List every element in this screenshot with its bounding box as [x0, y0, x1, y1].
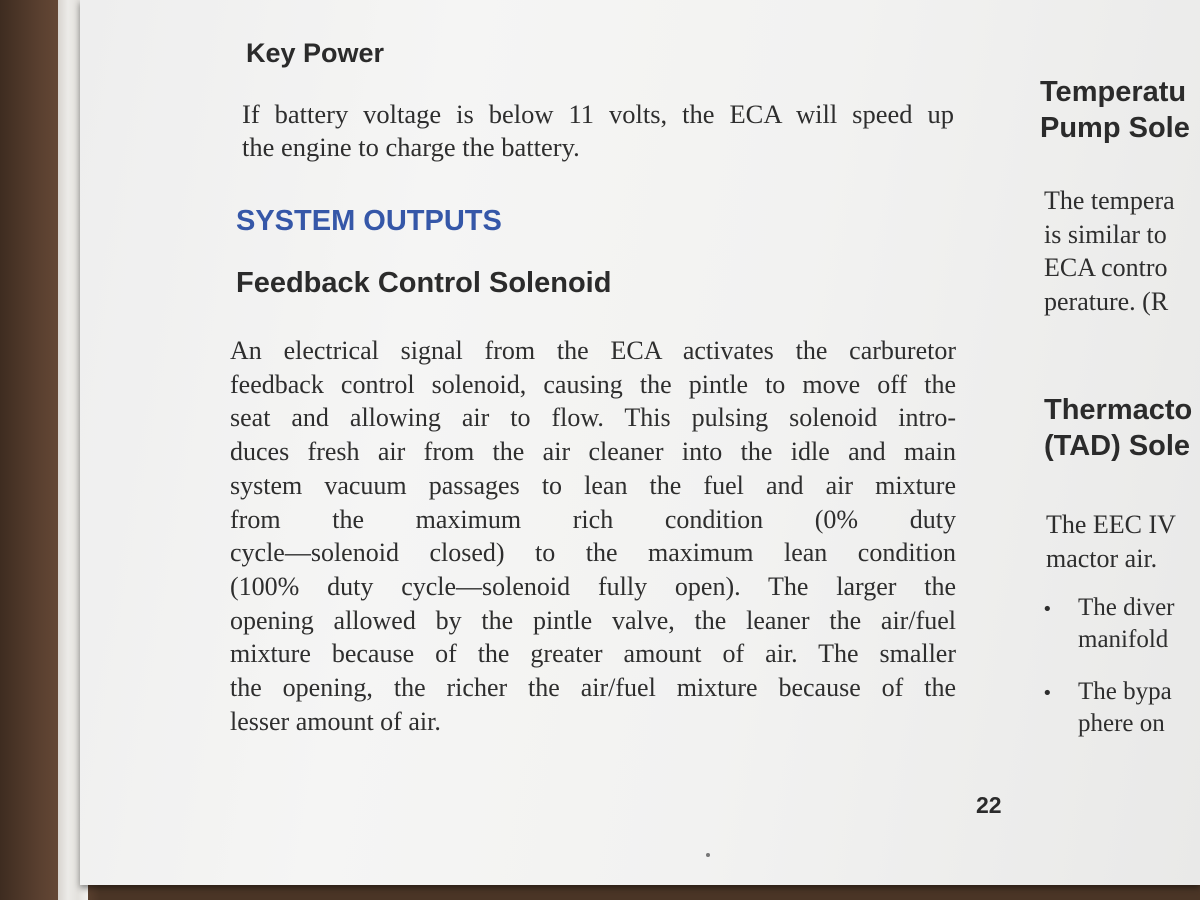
page-number: 22	[976, 792, 1002, 818]
text-line: opening allowed by the pintle valve, the leaner the air/fuel	[230, 605, 956, 635]
text-line: The EEC IV	[1046, 510, 1176, 539]
text-line: An electrical signal from the ECA activates the carburetor	[230, 336, 956, 365]
key-power-paragraph	[242, 98, 954, 164]
text-line: the engine to charge the battery.	[242, 132, 580, 162]
text-line: The diver	[1078, 594, 1175, 621]
bullet-item	[1042, 676, 1172, 740]
text-line: The bypa	[1078, 678, 1172, 705]
text-line: perature. (R	[1044, 286, 1169, 316]
text-line: ECA contro	[1044, 253, 1168, 282]
temperature-paragraph	[1044, 184, 1200, 318]
text-line: If battery voltage is below 11 volts, the ECA will speed up	[242, 99, 954, 129]
heading-line: Thermacto	[1044, 394, 1193, 426]
bullet-icon: •	[1042, 599, 1053, 620]
thermactor-heading	[1044, 392, 1192, 464]
temperature-pump-heading	[1040, 74, 1190, 146]
system-outputs-heading: SYSTEM OUTPUTS	[236, 205, 502, 237]
text-line: manifold	[1078, 626, 1169, 653]
bullet-icon: •	[1042, 683, 1053, 704]
text-line: The tempera	[1044, 186, 1175, 215]
feedback-solenoid-heading: Feedback Control Solenoid	[236, 267, 612, 299]
thermactor-paragraph	[1046, 508, 1200, 576]
heading-line: Temperatu	[1040, 76, 1187, 108]
text-line: phere on	[1078, 710, 1165, 737]
text-line: seat and allowing air to flow. This pulsing solenoid intro-	[230, 403, 956, 433]
bullet-item	[1042, 592, 1174, 656]
text-line: from the maximum rich condition (0% duty	[230, 504, 956, 534]
text-line: feedback control solenoid, causing the pintle to move off the	[230, 369, 956, 399]
heading-line: (TAD) Sole	[1044, 430, 1191, 462]
document-page	[80, 0, 1200, 885]
text-line: cycle—solenoid closed) to the maximum lean condition	[230, 538, 956, 568]
text-line: (100% duty cycle—solenoid fully open). The larger the	[230, 571, 956, 601]
paper-speck	[706, 853, 710, 857]
text-line: mixture because of the greater amount of air. The smaller	[230, 639, 956, 669]
key-power-heading: Key Power	[246, 38, 385, 68]
text-line: duces fresh air from the air cleaner into the idle and main	[230, 437, 956, 467]
text-line: lesser amount of air.	[230, 706, 441, 736]
text-line: mactor air.	[1046, 544, 1158, 573]
heading-line: Pump Sole	[1040, 112, 1190, 144]
feedback-solenoid-paragraph	[230, 334, 956, 738]
text-line: system vacuum passages to lean the fuel and air mixture	[230, 470, 956, 500]
text-line: the opening, the richer the air/fuel mixture because of the	[230, 673, 956, 703]
text-line: is similar to	[1044, 219, 1167, 249]
